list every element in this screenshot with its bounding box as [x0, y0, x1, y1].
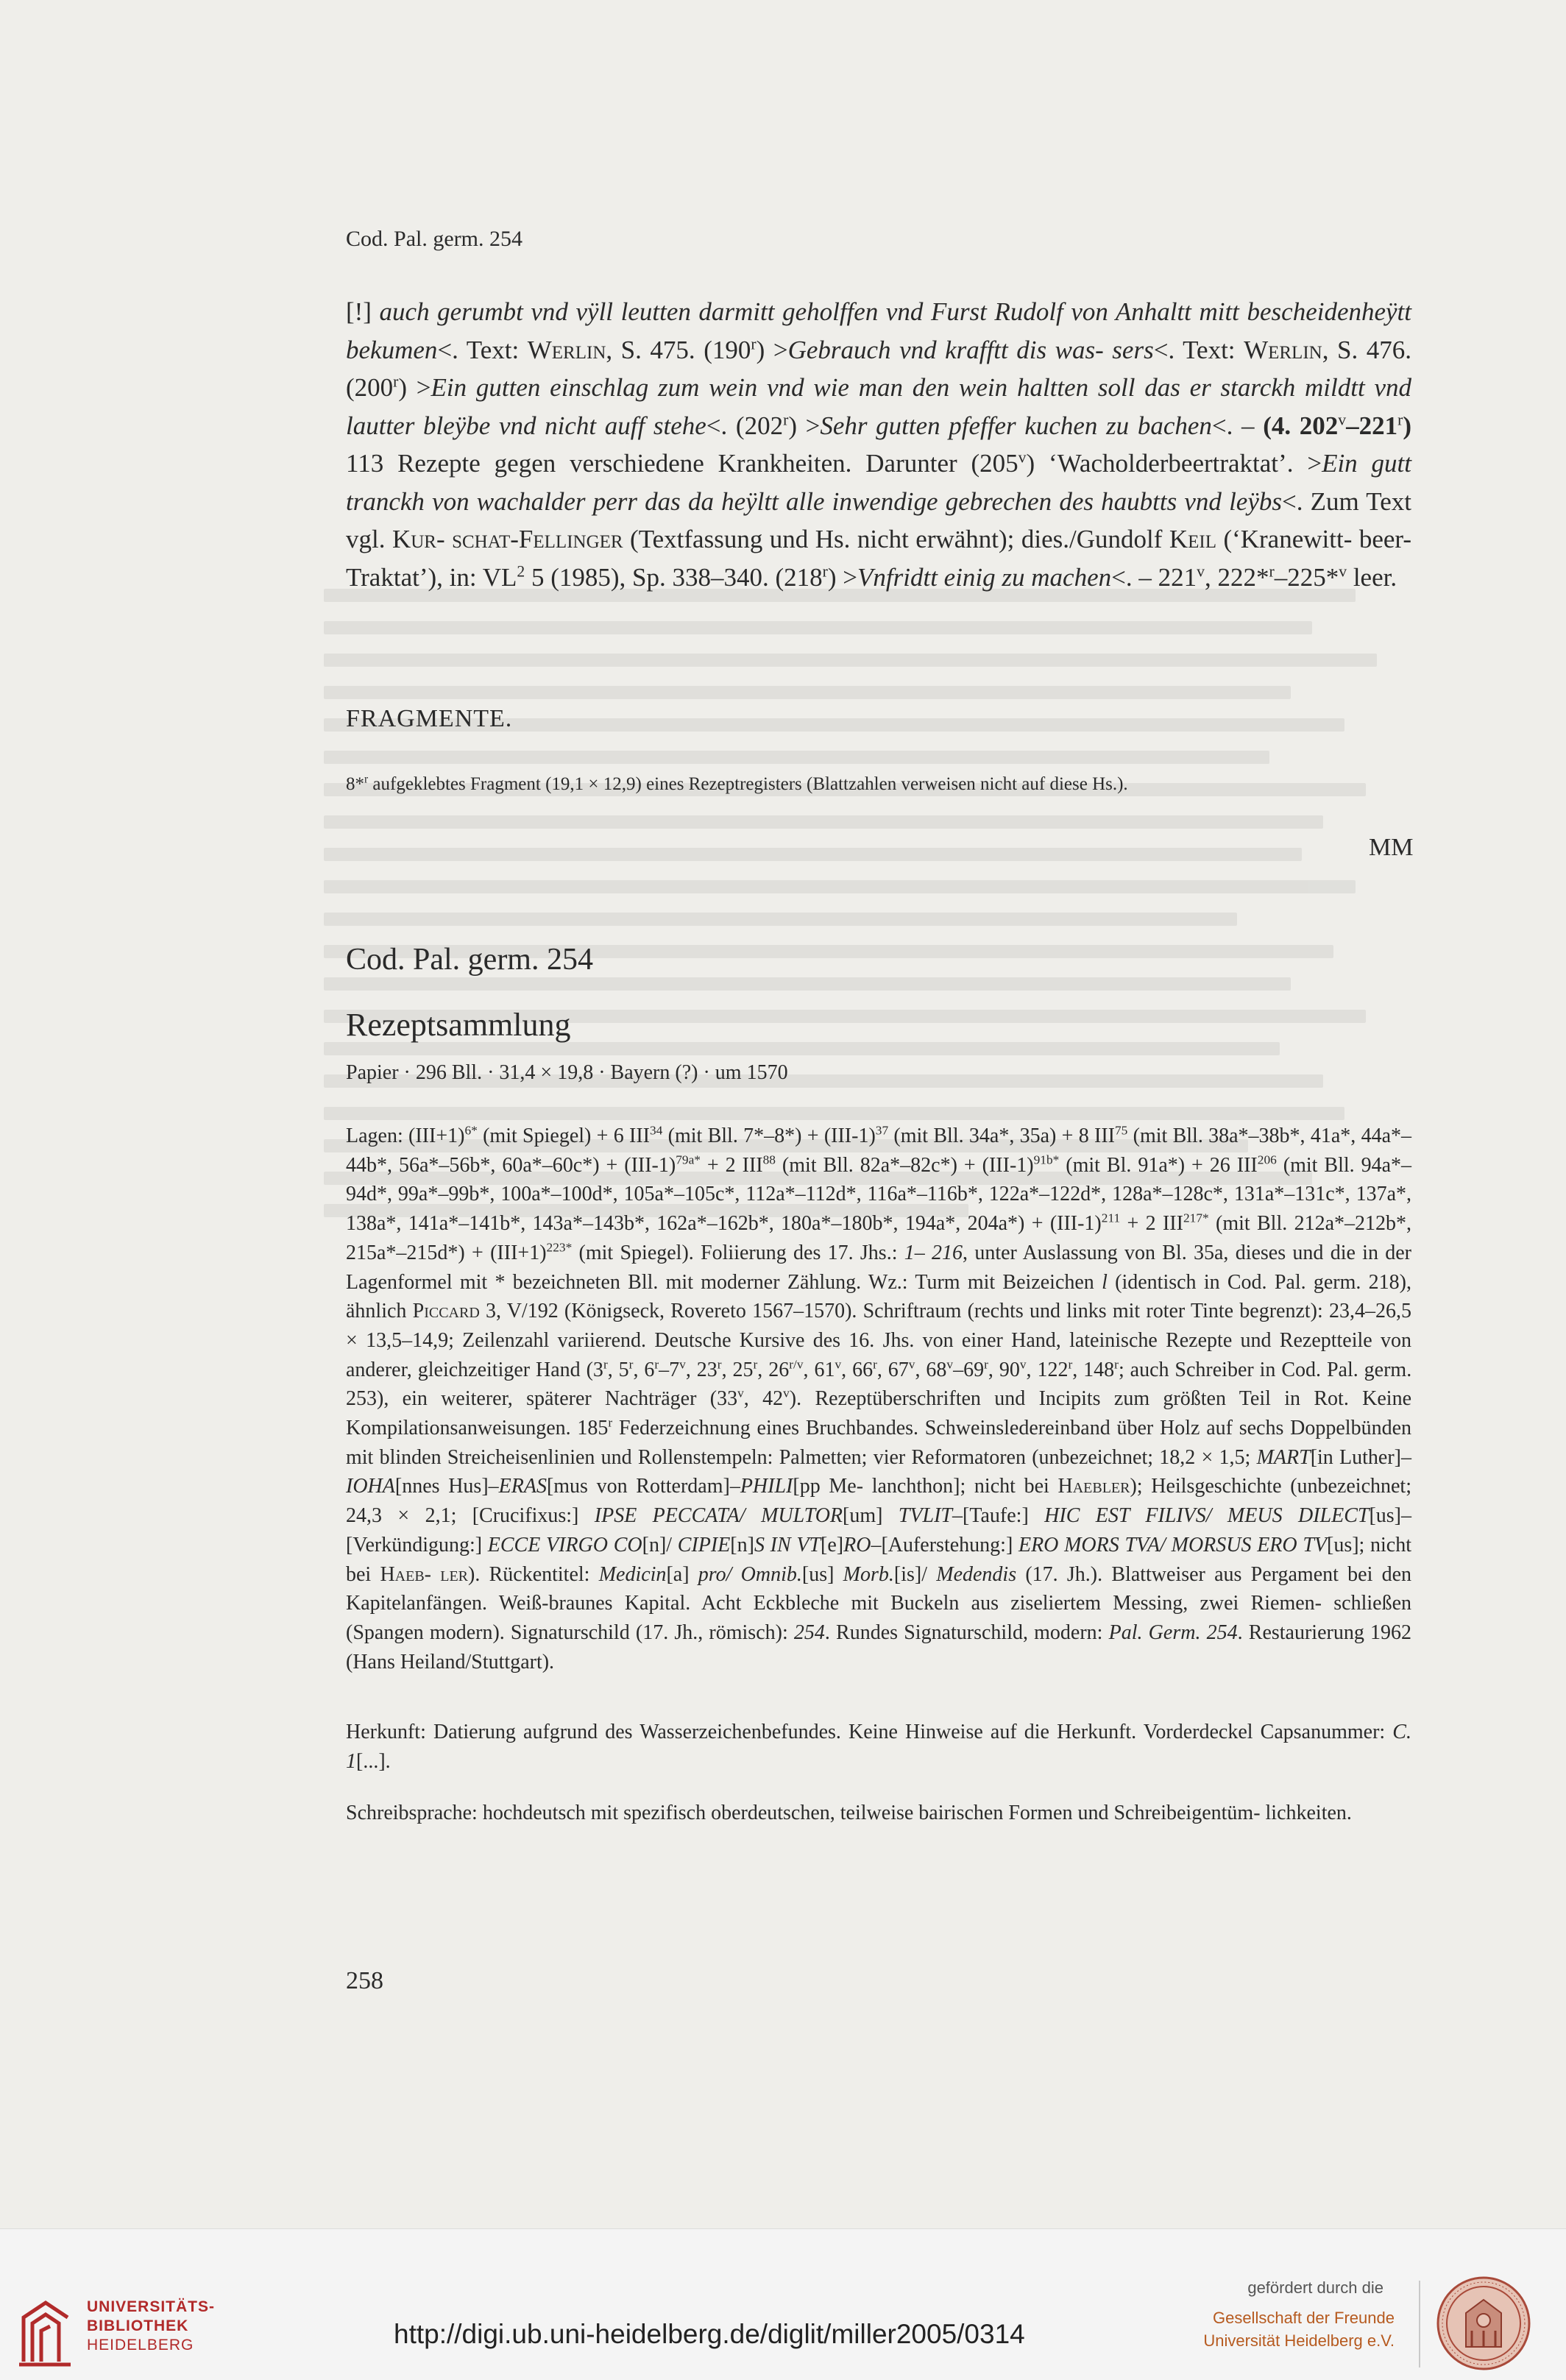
text-run: (mit Spiegel) + 6 III — [477, 1125, 650, 1147]
text-run: Medendis — [936, 1562, 1017, 1586]
manuscript-signature: Cod. Pal. germ. 254 — [346, 943, 593, 977]
text-run: . Restaurierung 1962 (Hans Heiland/Stuttgart). — [346, 1621, 1411, 1674]
text-run: r — [1068, 1357, 1073, 1372]
text-run: r — [608, 1415, 613, 1430]
manuscript-summary: Papier · 296 Bll. · 31,4 × 19,8 · Bayern (?) · um 1570 — [346, 1061, 788, 1084]
text-run: r — [1397, 410, 1403, 428]
text-run: schließen (Spangen modern). Signaturschild (17. Jh., römisch): — [346, 1592, 1412, 1644]
text-run: , unter Auslassung von Bl. 35a, dieses und die in der Lagenformel mit * bezeichneten Bll. mit moderner — [346, 1241, 1411, 1294]
text-run: , 5 — [607, 1358, 629, 1381]
text-run: 113 Rezepte gegen verschiedene — [346, 449, 704, 478]
text-run: Rovereto 1567–1570). Schriftraum (rechts und links mit roter Tinte begrenzt): 23,4–26,5 × 13,5–14,9; Zeilenzahl — [346, 1300, 1411, 1352]
text-run: Sehr — [820, 411, 868, 440]
text-run: sers — [1112, 335, 1154, 364]
text-run: r — [393, 372, 399, 391]
text-run: , — [1204, 562, 1211, 592]
codicological-description — [346, 1122, 1411, 1676]
text-run: [us] — [801, 1562, 843, 1586]
text-run: ) ‘Wacholderbeertraktat’. > — [1026, 449, 1322, 478]
text-run: TVLIT — [898, 1504, 953, 1528]
recipe-continuation-paragraph — [346, 293, 1411, 596]
fragments-heading: FRAGMENTE. — [346, 705, 513, 732]
text-run: perr das da heÿltt alle inwendige gebrechen des haubtts vnd leÿbs — [592, 486, 1283, 516]
text-run: ERO MORS TVA/ MORSUS ERO TV — [1018, 1533, 1327, 1556]
text-run: v — [783, 1386, 790, 1400]
text-run: v — [835, 1357, 842, 1372]
text-run: [n]/ — [642, 1533, 678, 1556]
library-name-line-3: HEIDELBERG — [87, 2337, 194, 2354]
text-run: v — [737, 1386, 744, 1400]
text-run: leer. — [1347, 562, 1397, 592]
text-run: Holz auf sechs Doppelbünden mit blinden Streicheisenlinien und Rollenstempeln: Palmetten; vier Reformatoren — [346, 1417, 1412, 1469]
text-run: 79a* — [676, 1152, 701, 1167]
text-run: beer-Traktat’), in: VL — [346, 525, 1412, 592]
text-run: . Rundes Signaturschild, modern: — [824, 1621, 1109, 1644]
text-run: germ. 253), ein weiterer, späterer Nachträger (33 — [346, 1358, 1412, 1411]
page-number: 258 — [346, 1967, 383, 1994]
library-name-line-2: BIBLIOTHEK — [87, 2317, 189, 2334]
text-run: Kapitelanfängen. Weiß-braunes Kapital. Acht Eckbleche mit Buckeln aus ziseliertem Messing, zwei Riemen- — [346, 1592, 1322, 1615]
text-run: v — [1019, 1357, 1027, 1372]
text-run: 254 — [1206, 1621, 1238, 1644]
text-run: Rot. Keine Kompilationsanweisungen. 185 — [346, 1387, 1412, 1440]
text-run: [um] — [843, 1504, 899, 1528]
text-run: Gebrauch vnd krafftt dis was- — [787, 335, 1104, 364]
permalink-url[interactable]: http://digi.ub.uni-heidelberg.de/diglit/miller2005/0314 — [394, 2319, 1025, 2349]
text-run: ; auch Schreiber in Cod. Pal. — [1118, 1358, 1358, 1381]
text-run: [!] — [346, 297, 380, 326]
text-run: , 61 — [803, 1358, 835, 1381]
text-run: ) > — [827, 562, 858, 592]
text-run: C. 1 — [346, 1721, 1411, 1773]
text-run: r — [1114, 1357, 1119, 1372]
text-run: –225* — [1274, 562, 1339, 592]
text-run: v — [946, 1357, 954, 1372]
text-run: IPSE PECCATA/ — [594, 1504, 745, 1528]
text-run: HIC EST FILIVS/ MEUS DILECT — [1044, 1504, 1370, 1528]
text-run: v — [1339, 562, 1347, 580]
text-run: (Textfassung und Hs. nicht erwähnt); dies./Gundolf — [623, 525, 1169, 553]
text-run: 88 — [762, 1152, 776, 1167]
text-run: lichkeiten. — [1265, 1802, 1352, 1824]
text-run: , 25 — [721, 1358, 754, 1381]
text-run: Morb. — [843, 1562, 894, 1586]
text-run: (unbezeichnet; 18,2 × 1,5; — [1032, 1445, 1257, 1469]
text-run: 91b* — [1033, 1152, 1060, 1167]
text-run: Ein gutten einschlag zum wein vnd wie man den wein — [431, 373, 1008, 402]
text-run: bescheidenheÿtt bekumen — [346, 297, 1412, 364]
text-run: Pal. Germ. — [1108, 1621, 1201, 1644]
text-run: v — [679, 1357, 686, 1372]
text-run: Haebler — [1057, 1475, 1130, 1498]
text-run: r — [717, 1357, 722, 1372]
text-run: Schreibsprache: hochdeutsch mit spezifisch oberdeutschen, teilweise bairischen Formen und Schreibeigentüm- — [346, 1802, 1261, 1824]
text-run: , S. 475. (190 — [606, 335, 751, 364]
library-name-line-1: UNIVERSITÄTS- — [87, 2298, 216, 2315]
text-run: –221 — [1346, 411, 1398, 440]
text-run: auch gerumbt vnd vÿll leutten darmitt geholffen vnd Furst Rudolf von Anhaltt mitt — [379, 297, 1239, 326]
text-run: , 68 — [915, 1358, 947, 1381]
footer-divider — [1419, 2281, 1420, 2367]
text-run: S IN VT — [754, 1533, 821, 1556]
text-run: r — [822, 562, 828, 580]
text-run: (mit Bll. 212a*–212b*, 215a*–215d*) + (III+1) — [346, 1212, 1412, 1264]
text-run: pro/ Omnib. — [698, 1562, 802, 1586]
text-run: l — [1102, 1270, 1108, 1294]
text-run: <. (202 — [706, 411, 784, 440]
text-run: CO — [613, 1533, 642, 1556]
text-run: –7 — [659, 1358, 680, 1381]
text-run: Zählung. Wz.: Turm mit Beizeichen — [787, 1270, 1102, 1294]
text-run: + (III-1) — [1031, 1212, 1102, 1236]
text-run: v — [1197, 562, 1205, 580]
text-run: + 2 III — [1120, 1212, 1183, 1236]
text-run: Medicin — [598, 1562, 667, 1586]
text-run: CIPIE — [677, 1533, 731, 1556]
digitization-footer — [0, 2228, 1566, 2380]
text-run: 34 — [650, 1123, 663, 1138]
text-run: ). Rückentitel: — [468, 1562, 599, 1586]
society-name — [1177, 2306, 1395, 2352]
text-run: (mit Spiegel). Foliierung des 17. Jhs.: — [572, 1241, 904, 1264]
text-run: r/v — [789, 1357, 804, 1372]
text-run: [us]–[Verkündigung:] — [346, 1504, 1411, 1556]
text-run: , 66 — [841, 1358, 874, 1381]
text-run: <. – 221 — [1111, 562, 1197, 592]
text-run: Ein gutt tranckh von wachalder — [346, 449, 1411, 516]
text-run: (17. Jh.). Blattweiser aus Pergament bei den — [1016, 1562, 1412, 1586]
text-run: (identisch in Cod. Pal. germ. 218), ähnlich — [346, 1270, 1411, 1323]
university-seal-icon — [1435, 2275, 1532, 2372]
text-run: , 90 — [988, 1358, 1020, 1381]
manuscript-title: Rezeptsammlung — [346, 1007, 571, 1043]
text-run: 75 — [1115, 1123, 1128, 1138]
text-run: r — [364, 773, 369, 786]
text-run: <. Text: — [1153, 335, 1244, 364]
text-run: [e] — [821, 1533, 844, 1556]
text-run: gleichzeitiger Hand (3 — [417, 1358, 603, 1381]
text-run: r — [783, 410, 789, 428]
text-run: 8* — [346, 774, 364, 794]
text-run: [mus von Rotterdam]– — [546, 1475, 740, 1498]
text-run: Piccard — [412, 1300, 480, 1323]
text-run: [is]/ — [893, 1562, 937, 1586]
text-run: 211 — [1101, 1211, 1121, 1225]
text-run: –[Taufe:] — [952, 1504, 1045, 1528]
text-run: [n] — [730, 1533, 754, 1556]
text-run: 2 — [517, 562, 525, 580]
text-run: RO — [843, 1533, 871, 1556]
text-run: Kur- — [392, 525, 445, 553]
text-run: ); Heilsgeschichte (unbezeichnet; 24,3 × 2,1; [Crucifixus:] — [346, 1475, 1411, 1528]
text-run: Keil — [1169, 525, 1216, 553]
text-run: , 42 — [743, 1387, 784, 1411]
text-run: ) > — [756, 335, 788, 364]
library-name — [87, 2298, 278, 2355]
text-run: , S. 476. (200 — [346, 335, 1411, 402]
text-run: r — [654, 1357, 659, 1372]
text-run: r — [751, 334, 757, 353]
text-run: Lagen: (III+1) — [346, 1125, 465, 1147]
text-run: v — [908, 1357, 915, 1372]
text-run: 254 — [793, 1621, 825, 1644]
society-name-line-1: Gesellschaft der Freunde — [1212, 2309, 1395, 2327]
text-run: ) > — [788, 411, 821, 440]
text-run: Werlin — [1244, 335, 1322, 364]
text-run: Krankheiten. Darunter (205 — [718, 449, 1018, 478]
text-run: + 2 III — [700, 1153, 763, 1177]
text-run: <. Text: — [437, 335, 528, 364]
text-run: gutten pfeffer kuchen zu bachen — [876, 411, 1212, 440]
society-name-line-2: Universität Heidelberg e.V. — [1203, 2331, 1395, 2350]
text-run: [pp Me- — [793, 1475, 864, 1498]
text-run: 217* — [1183, 1211, 1209, 1225]
text-run: 216 — [932, 1241, 963, 1264]
text-run: (mit Bll. 38a*–38b*, — [1127, 1125, 1305, 1147]
text-run: ECCE VIRGO — [487, 1533, 609, 1556]
text-run: 3, V/192 (Königseck, — [479, 1300, 665, 1323]
scribal-language-paragraph — [346, 1799, 1411, 1828]
text-run: –[Auferstehung:] — [871, 1533, 1018, 1556]
text-run: Werlin — [527, 335, 606, 364]
text-run: 206 — [1257, 1152, 1277, 1167]
text-run: III — [1236, 1153, 1258, 1177]
text-run: 223* — [546, 1240, 573, 1255]
text-run: <. – — [1211, 411, 1264, 440]
text-run: [a] — [666, 1562, 698, 1586]
text-run: 41a*, 44a*–44b*, 56a*–56b*, 60a*–60c*) + (III-1) — [346, 1125, 1412, 1177]
text-run: Capsanummer: — [1260, 1721, 1393, 1743]
text-run: MART — [1256, 1445, 1311, 1469]
text-run: , 67 — [876, 1358, 909, 1381]
text-run: Herkunft: Datierung aufgrund des Wasserzeichenbefundes. Keine Hinweise auf die Herkunft. Vorderdeckel — [346, 1721, 1253, 1743]
fragments-note — [346, 774, 1128, 795]
text-run: r — [873, 1357, 877, 1372]
text-run: –69 — [953, 1358, 985, 1381]
text-run: ) > — [398, 373, 431, 402]
text-run: (4. 202 — [1263, 411, 1339, 440]
text-run: 6* — [464, 1123, 478, 1138]
text-run: <. Zum Text vgl. — [346, 486, 1412, 553]
text-run: schat-Fellinger — [452, 525, 623, 553]
text-run: , 6 — [633, 1358, 655, 1381]
text-run: r — [984, 1357, 988, 1372]
text-run: r — [628, 1357, 634, 1372]
text-run: (mit Bll. 94a*–94d*, 99a*–99b*, 100a*–100d*, 105a*–105c*, 112a*–112d*, 116a*–116b*, 122a*–122d*, — [346, 1153, 1412, 1206]
text-run: r — [753, 1357, 758, 1372]
text-run: 5 (1985), Sp. 338–340. (218 — [525, 562, 823, 592]
text-run: ERAS — [498, 1475, 547, 1498]
text-run: v — [1338, 410, 1347, 428]
text-run: 1– — [904, 1241, 925, 1264]
provenance-paragraph — [346, 1718, 1411, 1776]
library-books-icon — [16, 2288, 75, 2369]
text-run: (mit Bl. 91a*) + 26 — [1059, 1153, 1230, 1177]
text-run: r — [603, 1357, 608, 1372]
running-head: Cod. Pal. germ. 254 — [346, 227, 522, 251]
text-run: , 122 — [1026, 1358, 1069, 1381]
text-run: (mit Bll. 82a*–82c*) + (III-1) — [775, 1153, 1034, 1177]
text-run: [us]; nicht bei — [346, 1533, 1412, 1586]
funded-by-label: gefördert durch die — [1247, 2278, 1383, 2297]
text-run: PHILI — [740, 1475, 793, 1498]
text-run: Vnfridtt einig zu machen — [857, 562, 1112, 592]
text-run: r — [1269, 562, 1275, 580]
text-run: (‘Kranewitt- — [1216, 525, 1353, 553]
text-run: Haeb- — [380, 1562, 431, 1586]
author-initials: MM — [1369, 834, 1414, 861]
text-run: [...]. — [356, 1749, 391, 1773]
text-run: [nnes Hus]– — [394, 1475, 499, 1498]
text-run: , 148 — [1072, 1358, 1115, 1381]
text-run: (mit Bll. 34a*, 35a) + 8 III — [888, 1125, 1115, 1147]
text-run: (mit Bll. 7*–8*) + (III-1) — [662, 1125, 876, 1147]
text-run: , 26 — [757, 1358, 790, 1381]
text-run: ler — [440, 1562, 469, 1586]
text-run: variierend. Deutsche Kursive des 16. Jhs. von einer Hand, lateinische Rezepte und Rezeptteile von anderer, — [346, 1328, 1411, 1381]
text-run: lanchthon]; nicht bei — [871, 1475, 1058, 1498]
text-run: ). Rezeptüberschriften und Incipits zum größten Teil in — [789, 1387, 1301, 1411]
text-run: IOHA — [346, 1475, 395, 1498]
text-run: 128a*–128c*, 131a*–131c*, 137a*, 138a*, 141a*–141b*, 143a*–143b*, 162a*–162b*, 180a*–180b*, 194a*, 204a*) — [346, 1183, 1411, 1236]
text-run: v — [1018, 448, 1027, 467]
text-run: 37 — [875, 1123, 889, 1138]
text-run: 222* — [1217, 562, 1269, 592]
text-run: [in Luther]– — [1310, 1445, 1411, 1469]
text-run: Federzeichnung eines Bruchbandes. Schweinsledereinband über — [612, 1417, 1154, 1440]
text-run: haltten soll das er starckh mildtt vnd lautter bleÿbe vnd nicht auff stehe — [346, 373, 1411, 440]
text-run: , 23 — [685, 1358, 718, 1381]
text-run: ) — [1403, 411, 1411, 440]
text-run: aufgeklebtes Fragment (19,1 × 12,9) eines Rezeptregisters (Blattzahlen verweisen nicht auf diese Hs.). — [368, 774, 1128, 794]
text-run: MULTOR — [761, 1504, 843, 1528]
